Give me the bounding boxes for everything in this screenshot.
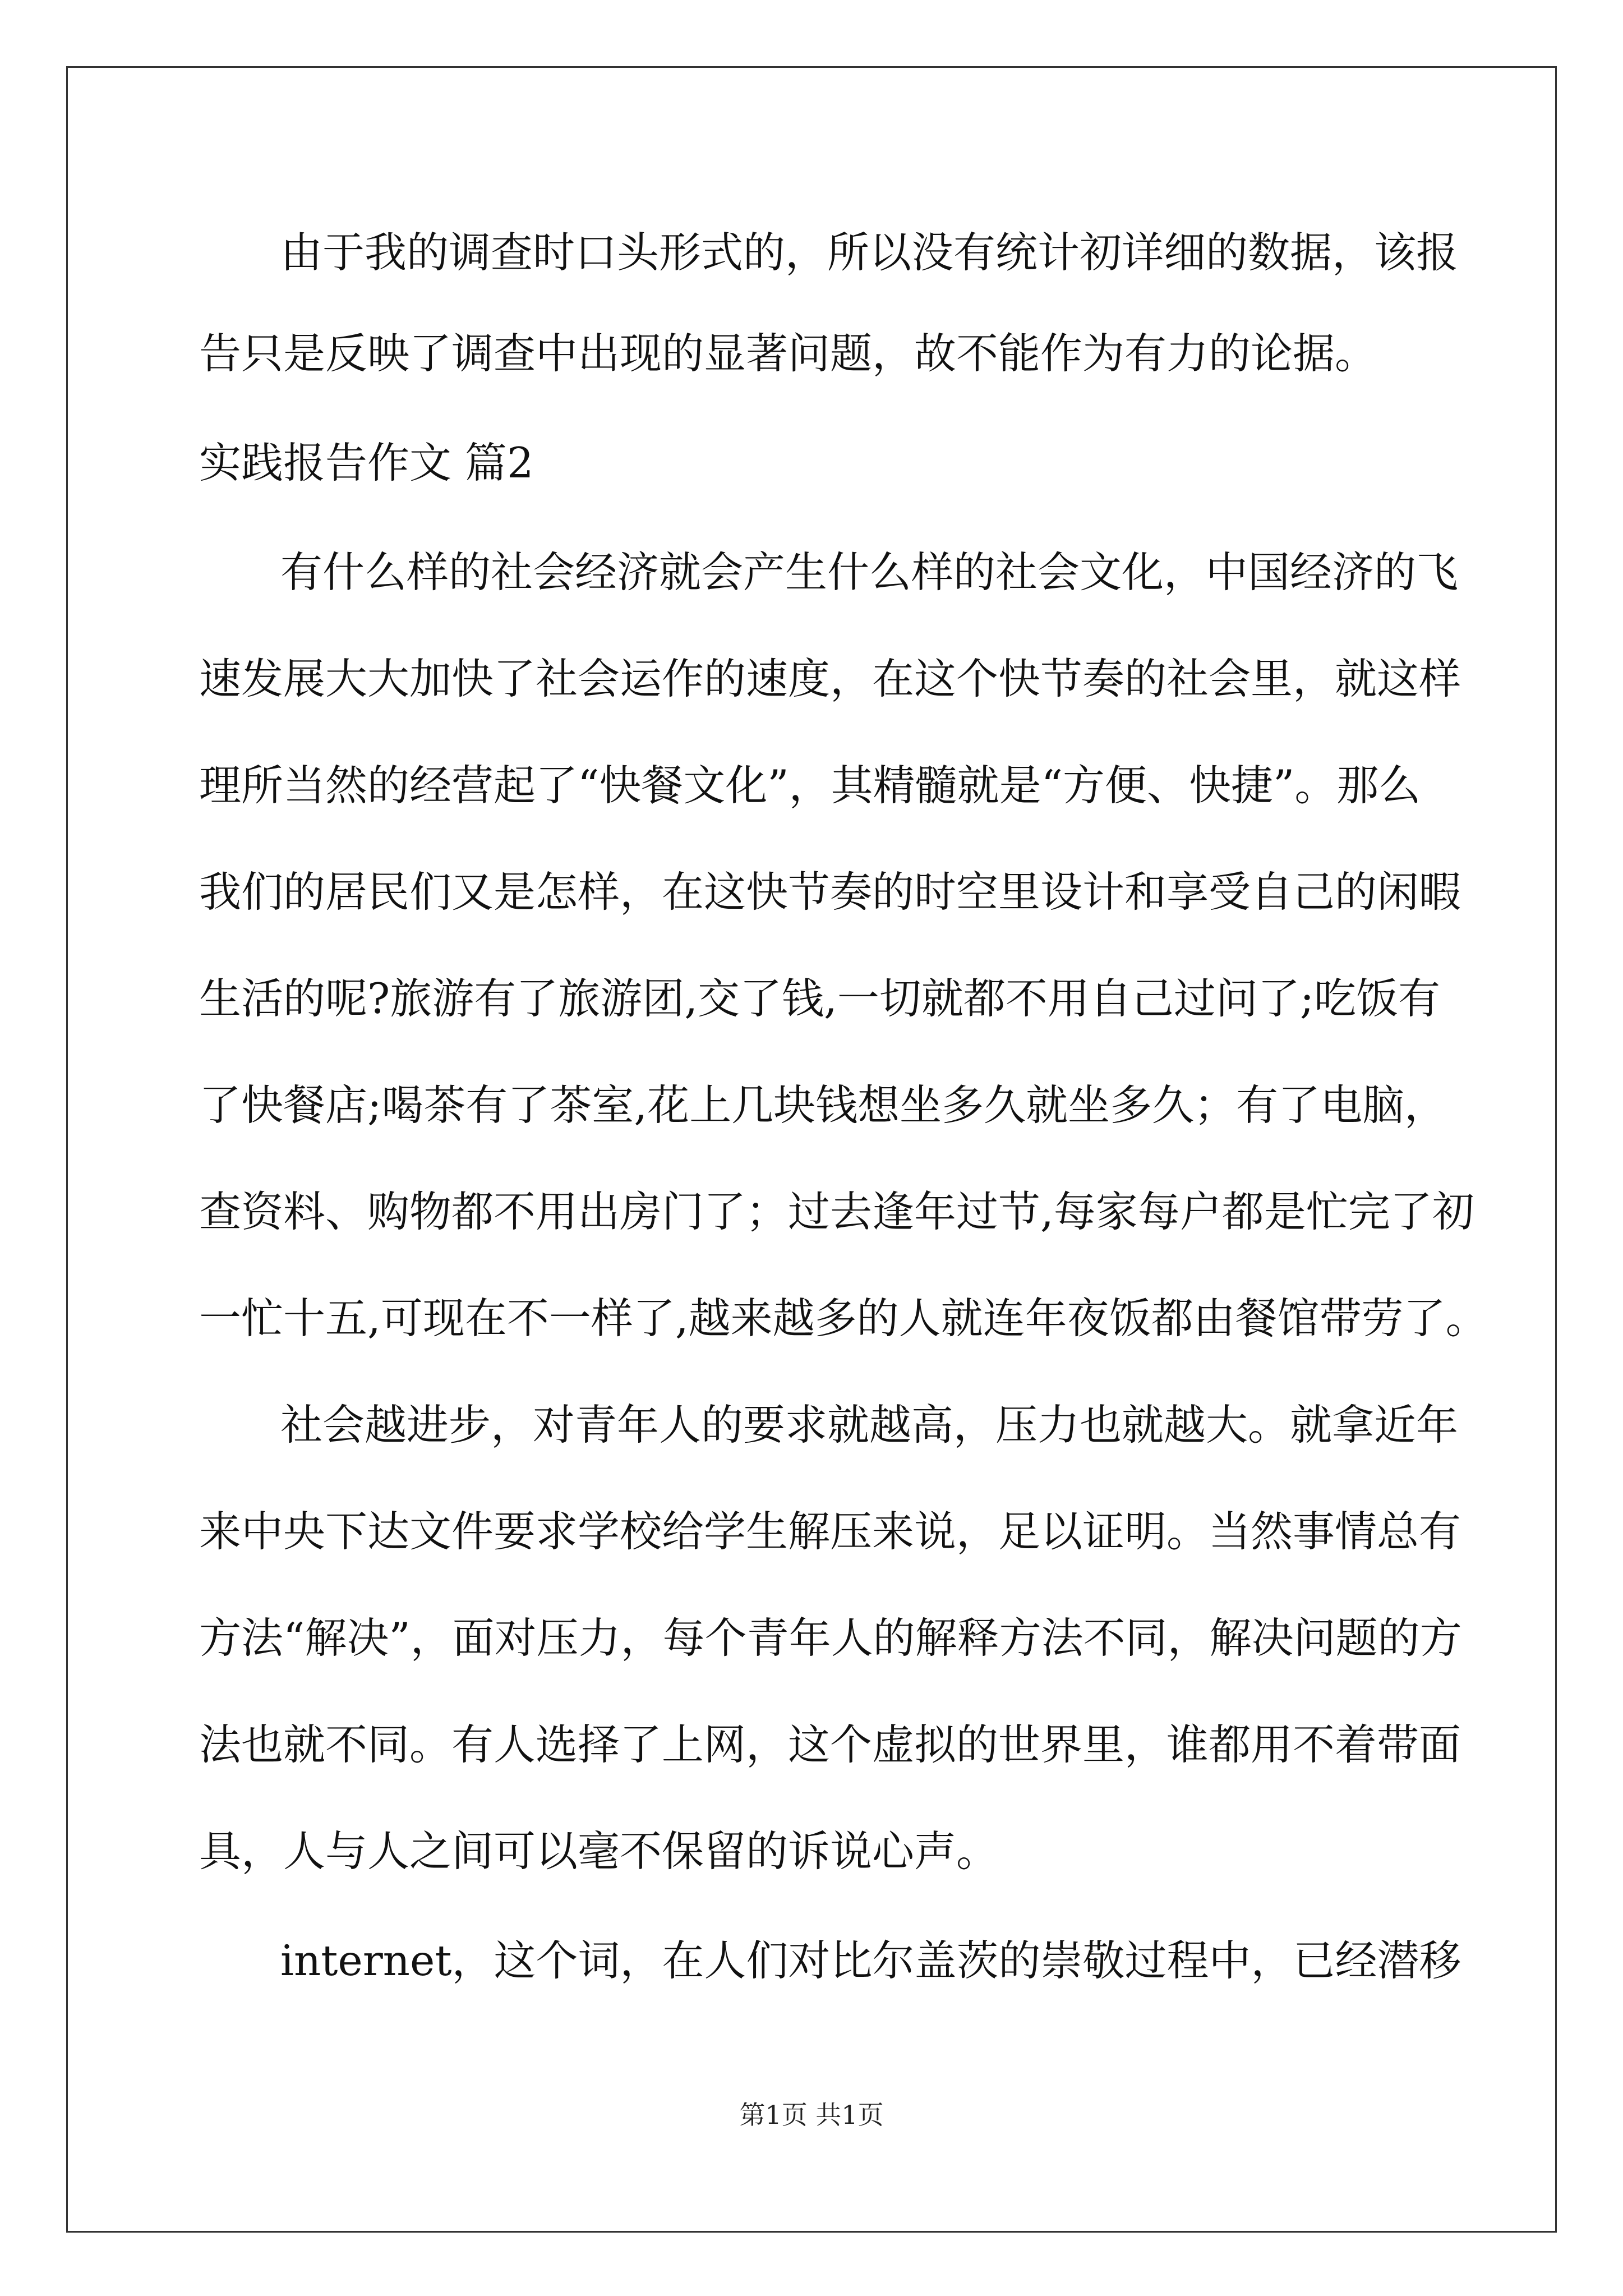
paragraph-2-line-5: 生活的呢?旅游有了旅游团,交了钱,一切就都不用自己过问了;吃饭有: [199, 974, 1441, 1023]
paragraph-2-line-4: 我们的居民们又是怎样，在这快节奏的时空里设计和享受自己的闲暇: [199, 867, 1461, 917]
paragraph-3-line-5: 具，人与人之间可以毫不保留的诉说心声。: [199, 1826, 999, 1876]
paragraph-1-line-1: 由于我的调查时口头形式的，所以没有统计初详细的数据，该报: [280, 228, 1459, 277]
paragraph-3-line-3: 方法“解决”，面对压力，每个青年人的解释方法不同，解决问题的方: [199, 1613, 1462, 1663]
paragraph-2-line-6: 了快餐店;喝茶有了茶室,花上几块钱想坐多久就坐多久；有了电脑，: [199, 1080, 1447, 1130]
paragraph-2-line-8: 一忙十五,可现在不一样了,越来越多的人就连年夜饭都由餐馆带劳了。: [199, 1294, 1488, 1343]
paragraph-3-line-2: 来中央下达文件要求学校给学生解压来说，足以证明。当然事情总有: [199, 1507, 1461, 1556]
paragraph-1-line-2: 告只是反映了调查中出现的显著问题，故不能作为有力的论据。: [199, 329, 1377, 378]
page-frame: [66, 66, 1557, 2233]
paragraph-2-line-1: 有什么样的社会经济就会产生什么样的社会文化，中国经济的飞: [280, 547, 1459, 597]
paragraph-2-line-3: 理所当然的经营起了“快餐文化”，其精髓就是“方便、快捷”。那么: [199, 761, 1421, 810]
page-footer: 第1页 共1页: [739, 2100, 884, 2130]
paragraph-2-line-2: 速发展大大加快了社会运作的速度，在这个快节奏的社会里，就这样: [199, 654, 1461, 703]
section-heading: 实践报告作文 篇2: [199, 438, 534, 487]
paragraph-2-line-7: 查资料、购物都不用出房门了；过去逢年过节,每家每户都是忙完了初: [199, 1187, 1474, 1236]
paragraph-3-line-1: 社会越进步，对青年人的要求就越高，压力也就越大。就拿近年: [280, 1400, 1459, 1450]
paragraph-3-line-4: 法也就不同。有人选择了上网，这个虚拟的世界里，谁都用不着带面: [199, 1720, 1461, 1769]
paragraph-4-line-1: internet，这个词，在人们对比尔盖茨的崇敬过程中，已经潜移: [280, 1936, 1461, 1985]
